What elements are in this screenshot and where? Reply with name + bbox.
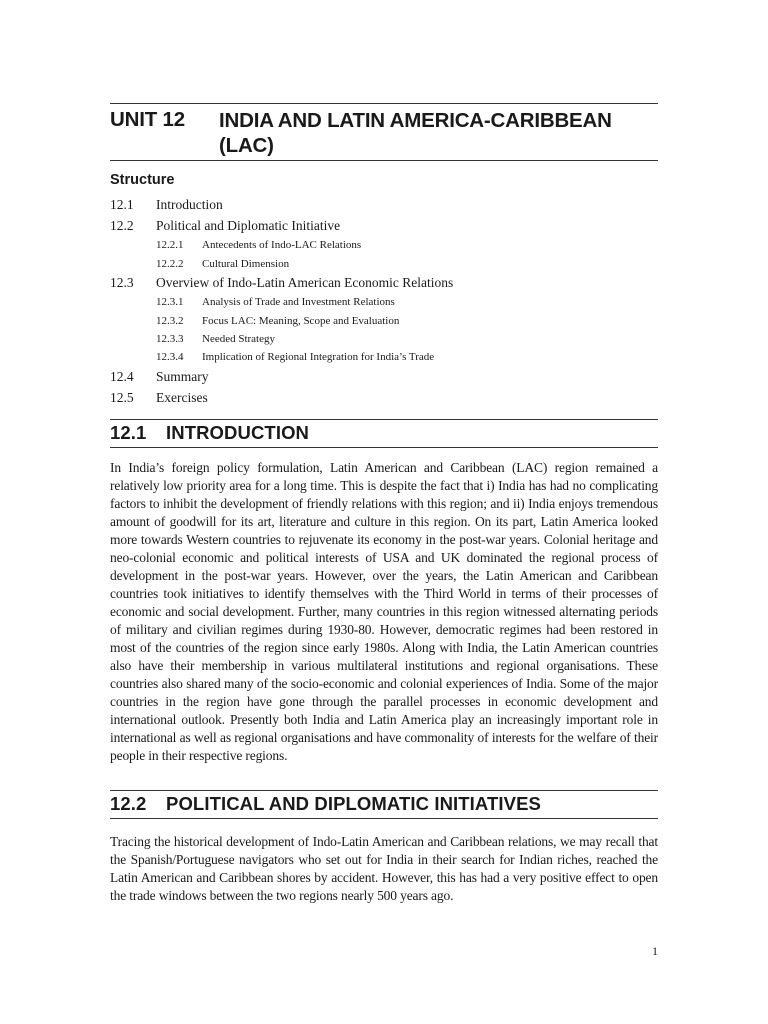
toc-subitem-title: Antecedents of Indo-LAC Relations (202, 239, 362, 251)
unit-label: UNIT 12 (110, 108, 185, 131)
toc-item-number: 12.3 (110, 275, 134, 290)
toc-subitem-number: 12.3.1 (156, 296, 184, 308)
section-heading-political-diplomatic (110, 793, 541, 815)
structure-heading: Structure (110, 172, 175, 188)
toc-subitem-title: Cultural Dimension (202, 258, 290, 270)
toc-item-title: Introduction (156, 197, 223, 212)
toc-subitem-number: 12.3.2 (156, 315, 184, 327)
toc-item-title: Overview of Indo-Latin American Economic Relations (156, 275, 454, 290)
section-number: 12.2 (110, 793, 147, 814)
section-heading-introduction (110, 422, 309, 444)
toc-subitem-title: Focus LAC: Meaning, Scope and Evaluation (202, 315, 400, 327)
page-number: 1 (652, 944, 658, 958)
toc-subitem-number: 12.2.1 (156, 239, 184, 251)
top-rule (110, 103, 658, 104)
toc-subitem-title: Implication of Regional Integration for India’s Trade (202, 351, 435, 363)
toc-item-number: 12.4 (110, 369, 134, 384)
toc-subitem-number: 12.3.4 (156, 351, 184, 363)
toc-item-title: Political and Diplomatic Initiative (156, 218, 341, 233)
toc-subitem-title: Analysis of Trade and Investment Relations (202, 296, 395, 308)
toc-subitem-title: Needed Strategy (202, 333, 275, 345)
toc-item-number: 12.1 (110, 197, 134, 212)
section-rule-top (110, 419, 658, 420)
toc-subitem-number: 12.2.2 (156, 258, 184, 270)
toc-item-title: Summary (156, 369, 209, 384)
section-rule-top (110, 790, 658, 791)
section-number: 12.1 (110, 422, 147, 443)
section-rule-bottom (110, 818, 658, 819)
unit-title: INDIA AND LATIN AMERICA-CARIBBEAN (LAC) (219, 109, 612, 157)
introduction-paragraph: In India’s foreign policy formulation, Latin American and Caribbean (LAC) region remained a relatively low priority area for a long time. This is despite the fact that i) India has had no complicating factors to inhibit the development of friendly relations with this region; and ii) India enjoys tremendous amount of goodwill for its art, literature and culture in this region. On its part, Latin America looked more towards Western countries to rejuvenate its economy in the post-war years. Colonial heritage and neo-colonial economic and political interests of USA and UK dominated the regional process of development in the post-war years. However, over the years, the Latin American and Caribbean countries took initiatives to identify themselves with the Third World in terms of their processes of economic and social development. Further, many countries in this region witnessed alternating periods of military and civilian regimes during 1930-80. However, democratic regimes had been restored in most of the countries of the region since early 1980s. Along with India, the Latin American countries also have their membership in various multilateral institutions and regional organisations. These countries also shared many of the socio-economic and colonial experiences of India. Some of the major countries in the region have gone through the parallel processes in economic development and international outlook. Presently both India and Latin America play an increasingly important role in international as well as regional organisations and have commonality of interests for the welfare of their people in their respective regions. (110, 460, 658, 763)
title-rule (110, 160, 658, 161)
political-diplomatic-paragraph: Tracing the historical development of Indo-Latin American and Caribbean relations, we may recall that the Spanish/Portuguese navigators who set out for India in their search for Indian riches, reached the Latin American and Caribbean shores by accident. However, this has had a very positive effect to open the trade windows between the two regions nearly 500 years ago. (110, 834, 658, 903)
toc-item-number: 12.5 (110, 390, 134, 405)
section-rule-bottom (110, 447, 658, 448)
toc-item-title: Exercises (156, 390, 208, 405)
toc-item-number: 12.2 (110, 218, 134, 233)
section-title: INTRODUCTION (166, 422, 310, 443)
toc-subitem-number: 12.3.3 (156, 333, 184, 345)
section-title: POLITICAL AND DIPLOMATIC INITIATIVES (166, 793, 541, 814)
